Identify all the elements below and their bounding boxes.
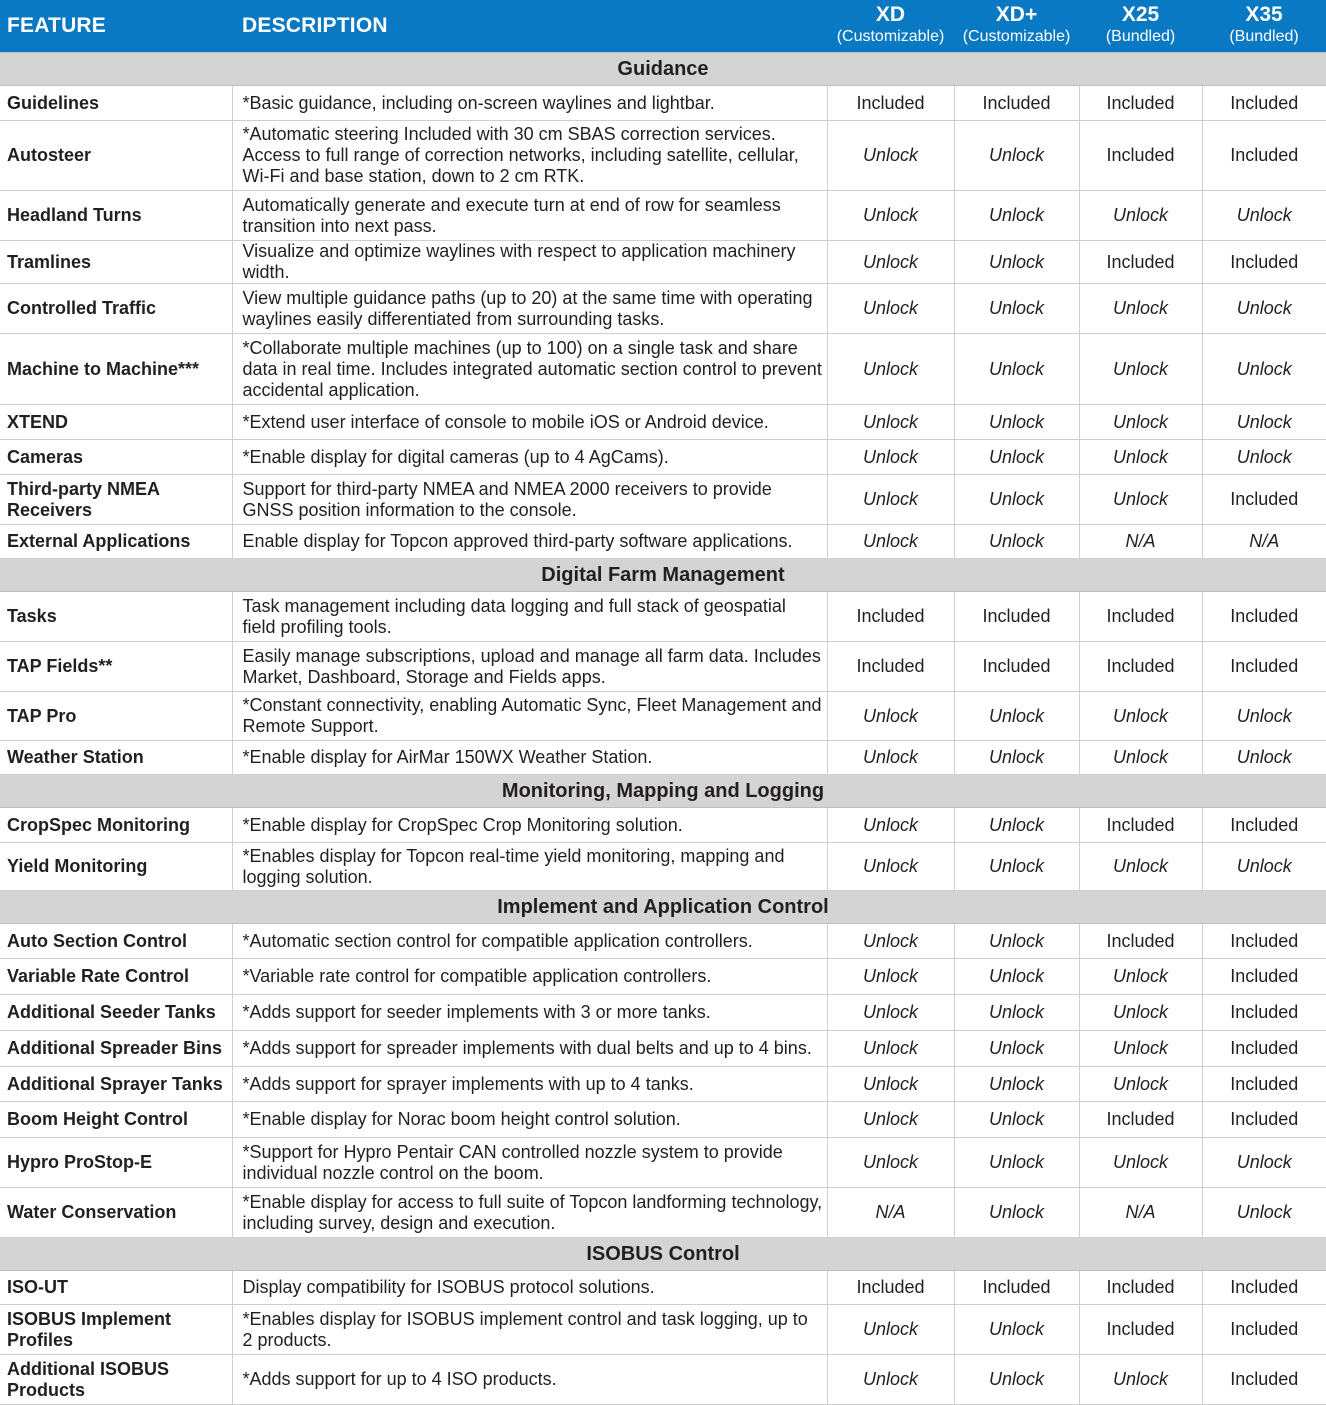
feature-name: ISO-UT (0, 1271, 232, 1305)
availability-cell: Included (1079, 592, 1202, 642)
availability-cell: Included (1202, 995, 1326, 1031)
availability-cell: Unlock (1079, 959, 1202, 995)
availability-cell: Unlock (954, 924, 1079, 959)
availability-cell: Unlock (827, 121, 954, 191)
feature-description: *Enable display for digital cameras (up to 4 AgCams). (232, 440, 827, 475)
availability-cell: Unlock (827, 1355, 954, 1405)
availability-cell: Unlock (1079, 191, 1202, 241)
feature-description: *Support for Hypro Pentair CAN controlled nozzle system to provide individual nozzle control on the boom. (232, 1138, 827, 1188)
table-row (0, 121, 1326, 191)
availability-cell: Unlock (954, 121, 1079, 191)
feature-name: Guidelines (0, 86, 232, 121)
feature-description: Visualize and optimize waylines with respect to application machinery width. (232, 241, 827, 284)
feature-description: *Enables display for Topcon real-time yield monitoring, mapping and logging solution. (232, 843, 827, 891)
availability-cell: Unlock (1202, 741, 1326, 775)
availability-cell: Unlock (1079, 741, 1202, 775)
availability-cell: Included (1202, 642, 1326, 692)
availability-cell: Included (827, 1271, 954, 1305)
availability-cell: Unlock (827, 284, 954, 334)
feature-description: *Automatic section control for compatible application controllers. (232, 924, 827, 959)
availability-cell: Included (1079, 642, 1202, 692)
feature-description: *Extend user interface of console to mobile iOS or Android device. (232, 405, 827, 440)
feature-description: Task management including data logging and full stack of geospatial field profiling tools. (232, 592, 827, 642)
table-row (0, 808, 1326, 843)
availability-cell: Unlock (954, 440, 1079, 475)
feature-description: Support for third-party NMEA and NMEA 2000 receivers to provide GNSS position information to the console. (232, 475, 827, 525)
product-subtitle: (Bundled) (1229, 28, 1299, 45)
availability-cell: Unlock (1079, 1355, 1202, 1405)
availability-cell: Unlock (954, 1031, 1079, 1067)
availability-cell: Included (1202, 1031, 1326, 1067)
description-column-header: DESCRIPTION (232, 0, 827, 53)
feature-description: *Variable rate control for compatible application controllers. (232, 959, 827, 995)
availability-cell: Unlock (827, 1067, 954, 1102)
availability-cell: Unlock (827, 525, 954, 559)
feature-description: *Adds support for sprayer implements with up to 4 tanks. (232, 1067, 827, 1102)
feature-name: TAP Fields** (0, 642, 232, 692)
feature-description: Automatically generate and execute turn at end of row for seamless transition into next pass. (232, 191, 827, 241)
availability-cell: Unlock (954, 1067, 1079, 1102)
feature-name: Additional Seeder Tanks (0, 995, 232, 1031)
table-row (0, 334, 1326, 405)
availability-cell: Included (1202, 1271, 1326, 1305)
product-name: X25 (1121, 3, 1160, 26)
availability-cell: Included (1202, 1355, 1326, 1405)
feature-name: Auto Section Control (0, 924, 232, 959)
product-subtitle: (Bundled) (1105, 28, 1176, 45)
table-row (0, 405, 1326, 440)
availability-cell: Included (1202, 121, 1326, 191)
availability-cell: Unlock (954, 475, 1079, 525)
product-header-xd (827, 0, 954, 53)
feature-description: *Enable display for CropSpec Crop Monitoring solution. (232, 808, 827, 843)
availability-cell: Included (827, 592, 954, 642)
availability-cell: Included (1202, 86, 1326, 121)
availability-cell: Unlock (954, 1138, 1079, 1188)
section-title: Monitoring, Mapping and Logging (0, 775, 1326, 808)
availability-cell: Included (1079, 1102, 1202, 1138)
table-row (0, 86, 1326, 121)
table-row (0, 1067, 1326, 1102)
table-row (0, 1031, 1326, 1067)
availability-cell: Unlock (954, 191, 1079, 241)
availability-cell: Unlock (1202, 1138, 1326, 1188)
availability-cell: Unlock (827, 843, 954, 891)
availability-cell: Unlock (1079, 692, 1202, 741)
section-header-row (0, 775, 1326, 808)
table-row (0, 1138, 1326, 1188)
feature-description: *Adds support for seeder implements with 3 or more tanks. (232, 995, 827, 1031)
availability-cell: Included (954, 1271, 1079, 1305)
feature-name: Third-party NMEA Receivers (0, 475, 232, 525)
availability-cell: Unlock (1202, 191, 1326, 241)
feature-name: Tramlines (0, 241, 232, 284)
section-header-row (0, 891, 1326, 924)
availability-cell: Unlock (1079, 995, 1202, 1031)
availability-cell: Included (1079, 86, 1202, 121)
table-row (0, 1305, 1326, 1355)
feature-description: Easily manage subscriptions, upload and manage all farm data. Includes Market, Dashboard, Storage and Fields apps. (232, 642, 827, 692)
feature-name: ISOBUS Implement Profiles (0, 1305, 232, 1355)
feature-name: Yield Monitoring (0, 843, 232, 891)
availability-cell: Unlock (954, 334, 1079, 405)
availability-cell: Unlock (954, 959, 1079, 995)
availability-cell: Included (954, 86, 1079, 121)
availability-cell: Unlock (954, 405, 1079, 440)
availability-cell: Unlock (954, 1305, 1079, 1355)
table-row (0, 191, 1326, 241)
availability-cell: Unlock (1202, 692, 1326, 741)
feature-name: Headland Turns (0, 191, 232, 241)
feature-name: XTEND (0, 405, 232, 440)
feature-name: Water Conservation (0, 1188, 232, 1238)
availability-cell: Unlock (827, 405, 954, 440)
feature-description: *Enable display for AirMar 150WX Weather Station. (232, 741, 827, 775)
availability-cell: N/A (1202, 525, 1326, 559)
feature-name: Variable Rate Control (0, 959, 232, 995)
availability-cell: Unlock (1079, 284, 1202, 334)
availability-cell: Included (1079, 121, 1202, 191)
availability-cell: Unlock (827, 1138, 954, 1188)
feature-description: *Collaborate multiple machines (up to 100) on a single task and share data in real time. Includes integrated automatic section control to prevent accidental application. (232, 334, 827, 405)
product-header-x25 (1079, 0, 1202, 53)
availability-cell: Unlock (1202, 1188, 1326, 1238)
availability-cell: Unlock (954, 1355, 1079, 1405)
availability-cell: Unlock (1079, 334, 1202, 405)
availability-cell: Unlock (1079, 475, 1202, 525)
availability-cell: Unlock (827, 1031, 954, 1067)
table-row (0, 440, 1326, 475)
product-header-x35 (1202, 0, 1326, 53)
table-row (0, 995, 1326, 1031)
availability-cell: Included (1079, 1271, 1202, 1305)
availability-cell: Unlock (827, 959, 954, 995)
feature-name: Additional ISOBUS Products (0, 1355, 232, 1405)
table-header (0, 0, 1326, 53)
availability-cell: Unlock (827, 334, 954, 405)
availability-cell: Unlock (1079, 843, 1202, 891)
product-name: XD (875, 3, 906, 26)
availability-cell: Unlock (954, 843, 1079, 891)
section-title: Implement and Application Control (0, 891, 1326, 924)
table-row (0, 843, 1326, 891)
feature-name: TAP Pro (0, 692, 232, 741)
availability-cell: Unlock (827, 440, 954, 475)
availability-cell: Unlock (1079, 440, 1202, 475)
feature-name: Additional Sprayer Tanks (0, 1067, 232, 1102)
availability-cell: Included (954, 642, 1079, 692)
availability-cell: Unlock (954, 1102, 1079, 1138)
feature-name: Tasks (0, 592, 232, 642)
table-row (0, 1271, 1326, 1305)
section-header-row (0, 559, 1326, 592)
feature-name: Weather Station (0, 741, 232, 775)
feature-description: *Basic guidance, including on-screen waylines and lightbar. (232, 86, 827, 121)
feature-name: Cameras (0, 440, 232, 475)
availability-cell: Included (1202, 924, 1326, 959)
availability-cell: Unlock (827, 191, 954, 241)
feature-description: *Adds support for spreader implements with dual belts and up to 4 bins. (232, 1031, 827, 1067)
product-header-xd-plus (954, 0, 1079, 53)
availability-cell: Unlock (827, 475, 954, 525)
table-row (0, 525, 1326, 559)
availability-cell: Unlock (1202, 284, 1326, 334)
availability-cell: Unlock (1079, 1138, 1202, 1188)
product-name: XD+ (995, 3, 1038, 26)
availability-cell: Unlock (954, 1188, 1079, 1238)
availability-cell: Unlock (954, 692, 1079, 741)
availability-cell: Included (1202, 1102, 1326, 1138)
product-subtitle: (Customizable) (836, 28, 945, 45)
availability-cell: Included (1202, 959, 1326, 995)
section-title: Digital Farm Management (0, 559, 1326, 592)
availability-cell: Unlock (954, 741, 1079, 775)
availability-cell: N/A (1079, 1188, 1202, 1238)
feature-description: *Adds support for up to 4 ISO products. (232, 1355, 827, 1405)
section-header-row (0, 53, 1326, 86)
availability-cell: Unlock (827, 741, 954, 775)
table-row (0, 592, 1326, 642)
availability-cell: Unlock (827, 1102, 954, 1138)
feature-description: *Constant connectivity, enabling Automatic Sync, Fleet Management and Remote Support. (232, 692, 827, 741)
table-row (0, 642, 1326, 692)
table-row (0, 959, 1326, 995)
availability-cell: Unlock (1202, 334, 1326, 405)
feature-description: Enable display for Topcon approved third-party software applications. (232, 525, 827, 559)
availability-cell: Included (1079, 808, 1202, 843)
feature-description: View multiple guidance paths (up to 20) at the same time with operating waylines easily differentiated from surrounding tasks. (232, 284, 827, 334)
availability-cell: Unlock (827, 1305, 954, 1355)
availability-cell: Unlock (827, 995, 954, 1031)
availability-cell: N/A (1079, 525, 1202, 559)
availability-cell: N/A (827, 1188, 954, 1238)
feature-name: External Applications (0, 525, 232, 559)
availability-cell: Unlock (1079, 1031, 1202, 1067)
availability-cell: Unlock (954, 525, 1079, 559)
feature-name: Hypro ProStop-E (0, 1138, 232, 1188)
availability-cell: Included (1202, 808, 1326, 843)
availability-cell: Unlock (1202, 843, 1326, 891)
availability-cell: Unlock (1202, 405, 1326, 440)
table-row (0, 1355, 1326, 1405)
availability-cell: Included (1079, 1305, 1202, 1355)
feature-description: *Automatic steering Included with 30 cm SBAS correction services. Access to full range of correction networks, including satellite, cellular, Wi-Fi and base station, down to 2 cm RTK. (232, 121, 827, 191)
feature-name: Boom Height Control (0, 1102, 232, 1138)
table-row (0, 692, 1326, 741)
table-row (0, 241, 1326, 284)
product-name: X35 (1245, 3, 1283, 26)
feature-description: *Enable display for access to full suite of Topcon landforming technology, including survey, design and execution. (232, 1188, 827, 1238)
feature-name: Controlled Traffic (0, 284, 232, 334)
availability-cell: Unlock (954, 241, 1079, 284)
table-row (0, 741, 1326, 775)
table-body (0, 53, 1326, 1405)
feature-name: Additional Spreader Bins (0, 1031, 232, 1067)
table-row (0, 1102, 1326, 1138)
table-row (0, 1188, 1326, 1238)
availability-cell: Unlock (827, 241, 954, 284)
feature-column-header: FEATURE (0, 0, 232, 53)
availability-cell: Included (827, 642, 954, 692)
availability-cell: Included (1079, 241, 1202, 284)
availability-cell: Included (1202, 475, 1326, 525)
availability-cell: Included (1202, 592, 1326, 642)
product-subtitle: (Customizable) (962, 28, 1071, 45)
availability-cell: Unlock (827, 692, 954, 741)
availability-cell: Included (1079, 924, 1202, 959)
availability-cell: Unlock (827, 808, 954, 843)
availability-cell: Included (827, 86, 954, 121)
feature-name: CropSpec Monitoring (0, 808, 232, 843)
availability-cell: Included (1202, 241, 1326, 284)
availability-cell: Unlock (954, 808, 1079, 843)
availability-cell: Included (1202, 1305, 1326, 1355)
section-title: ISOBUS Control (0, 1238, 1326, 1271)
availability-cell: Included (954, 592, 1079, 642)
table-row (0, 924, 1326, 959)
section-title: Guidance (0, 53, 1326, 86)
availability-cell: Unlock (1202, 440, 1326, 475)
feature-name: Machine to Machine*** (0, 334, 232, 405)
availability-cell: Unlock (1079, 1067, 1202, 1102)
section-header-row (0, 1238, 1326, 1271)
availability-cell: Unlock (954, 284, 1079, 334)
feature-description: *Enable display for Norac boom height control solution. (232, 1102, 827, 1138)
availability-cell: Unlock (827, 924, 954, 959)
feature-name: Autosteer (0, 121, 232, 191)
table-row (0, 284, 1326, 334)
availability-cell: Unlock (1079, 405, 1202, 440)
availability-cell: Unlock (954, 995, 1079, 1031)
feature-description: Display compatibility for ISOBUS protocol solutions. (232, 1271, 827, 1305)
table-row (0, 475, 1326, 525)
feature-description: *Enables display for ISOBUS implement control and task logging, up to 2 products. (232, 1305, 827, 1355)
availability-cell: Included (1202, 1067, 1326, 1102)
